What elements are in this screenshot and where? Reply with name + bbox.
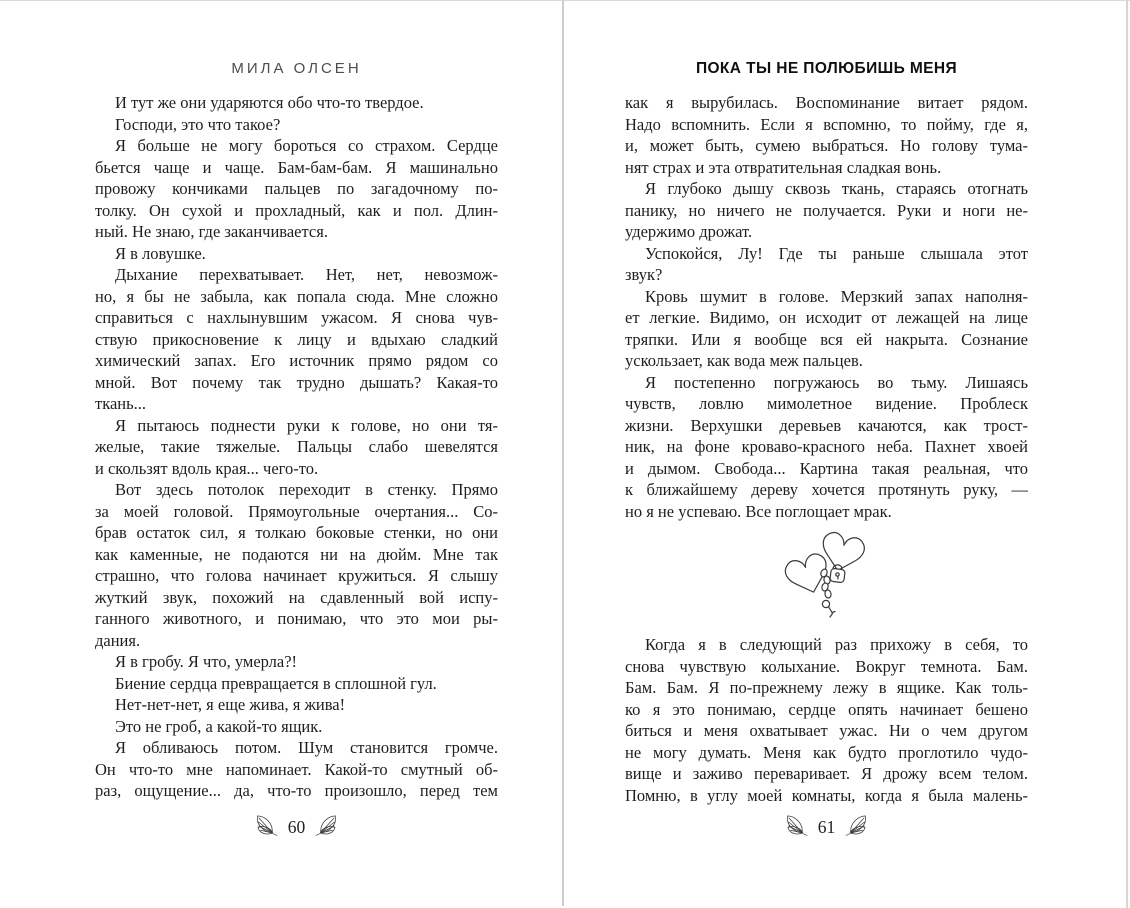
text-line: Успокойся, Лу! Где ты раньше слышала этот	[645, 243, 1028, 263]
butterfly-left-icon	[781, 812, 808, 841]
book-gutter-line	[562, 0, 564, 906]
paragraph	[95, 92, 498, 114]
text-line: ко я это понимаю, сердце опять начинает бешено	[625, 699, 1028, 719]
text-line: Я больше не могу бороться со страхом. Сердце	[115, 136, 498, 155]
paragraph	[95, 716, 498, 738]
text-line: дания.	[95, 630, 141, 650]
text-line: ный. Не знаю, где заканчивается.	[95, 222, 328, 241]
paragraph	[95, 673, 498, 695]
paragraph	[625, 178, 1028, 243]
text-line: жуткий звук, похожий на сдавленный вой испу-	[95, 587, 498, 607]
text-line: и скользят вдоль края... чего-то.	[95, 458, 319, 478]
text-line: вище и заживо переваривает. Я дрожу всем телом.	[625, 764, 1028, 783]
text-line: панику, но ничего не получается. Руки и ноги не-	[625, 200, 1028, 220]
text-line: но, я бы не забыла, как попала сюда. Мне сложно	[95, 286, 498, 306]
text-line: Вот здесь потолок переходит в стенку. Прямо	[115, 480, 498, 499]
paragraph	[625, 372, 1028, 523]
text-line: страшно, что голова начинает кружиться. Я слышу	[95, 566, 498, 585]
text-line: ганного животного, и понимаю, что это мои ры-	[95, 609, 498, 628]
text-line: ствую прикосновение к лицу и вдыхаю сладкий	[95, 329, 498, 349]
paragraph	[625, 92, 1028, 178]
text-line: чувств, ловлю мимолетное видение. Проблеск	[625, 394, 1028, 413]
page-number: 61	[817, 816, 836, 837]
text-line: Кровь шумит в голове. Мерзкий запах наполня-	[645, 286, 1028, 306]
butterfly-left-icon	[251, 812, 278, 841]
text-line: как я вырубилась. Воспоминание витает рядом.	[625, 93, 1028, 112]
text-line: брав остаток сил, я толкаю боковые стенки, но они	[95, 523, 498, 542]
page-footer	[95, 812, 498, 841]
text-line: Господи, это что такое?	[115, 114, 281, 134]
butterfly-right-icon	[315, 812, 342, 841]
page-body-text	[95, 92, 498, 802]
page-body-text	[625, 92, 1028, 806]
text-line: нят страх и эта отвратительная сладкая вонь.	[625, 157, 942, 177]
paragraph	[625, 243, 1028, 286]
text-line: Биение сердца превращается в сплошной гул.	[115, 673, 437, 693]
text-line: за моей головой. Прямоугольные очертания... Со-	[95, 501, 498, 521]
text-line: жизни. Верхушки деревьев качаются, как трост-	[625, 415, 1028, 435]
paragraph	[95, 415, 498, 480]
text-line: Я пытаюсь поднести руки к голове, но они тя-	[115, 415, 498, 435]
text-line: удержимо дрожат.	[625, 222, 753, 241]
paragraph	[95, 694, 498, 716]
paragraph	[625, 286, 1028, 372]
text-line: Надо вспомнить. Если я вспомню, то пойму, где я,	[625, 114, 1028, 134]
text-line: Бам. Бам. Я по-прежнему лежу в ящике. Как толь-	[625, 678, 1028, 697]
text-line: Помню, в углу моей комнаты, когда я была малень-	[625, 785, 1028, 805]
text-line: провожу кончиками пальцев по загадочному по-	[95, 179, 498, 198]
text-line: Он что-то мне напоминает. Какой-то смутный об-	[95, 759, 498, 779]
text-line: к ближайшему дереву хочется протянуть руку, —	[625, 480, 1028, 499]
text-line: снова чувствую колыхание. Вокруг темнота. Бам.	[625, 656, 1028, 676]
text-line: Я глубоко дышу сквозь ткань, стараясь отогнать	[645, 179, 1028, 198]
text-line: ткань...	[95, 394, 147, 413]
text-line: раз, ощущение... да, что-то произошло, перед тем	[95, 781, 498, 800]
text-line: Когда я в следующий раз прихожу в себя, то	[645, 635, 1028, 654]
text-line: Это не гроб, а какой-то ящик.	[115, 716, 323, 736]
text-line: мной. Вот почему так трудно дышать? Какая-то	[95, 372, 498, 392]
text-line: справиться с нахлынувшим ужасом. Я снова чув-	[95, 308, 498, 327]
text-line: не могу думать. Меня как будто проглотило чудо-	[625, 742, 1028, 762]
text-line: ет легкие. Видимо, он исходит от лежащей на лице	[625, 308, 1028, 327]
page-number: 60	[287, 816, 306, 837]
top-edge-line	[0, 0, 1130, 1]
text-line: Нет-нет-нет, я еще жива, я жива!	[115, 695, 346, 714]
running-header-book-title: ПОКА ТЫ НЕ ПОЛЮБИШЬ МЕНЯ	[695, 60, 958, 77]
text-line: ник, на фоне кроваво-красного неба. Пахнет хвоей	[625, 437, 1028, 456]
text-line: ускользает, как вода меж пальцев.	[625, 351, 863, 370]
text-line: звук?	[625, 265, 663, 284]
page-right-edge-line	[1126, 0, 1128, 908]
text-line: Дыхание перехватывает. Нет, нет, невозмож-	[115, 265, 498, 284]
text-line: И тут же они ударяются обо что-то твердое.	[115, 93, 424, 112]
book-page-right	[625, 60, 1028, 837]
paragraph	[95, 737, 498, 802]
text-line: но я не успеваю. Все поглощает мрак.	[625, 501, 892, 521]
hearts-chain-padlock-icon	[779, 522, 875, 628]
paragraph	[95, 114, 498, 136]
text-line: и дымом. Свобода... Картина такая реальная, что	[625, 458, 1028, 478]
text-line: Я постепенно погружаюсь во тьму. Лишаясь	[645, 372, 1028, 392]
book-page-left	[95, 60, 498, 837]
text-line: Я обливаюсь потом. Шум становится громче.	[115, 738, 498, 757]
paragraph	[625, 634, 1028, 806]
text-line: химический запах. Его источник прямо рядом со	[95, 351, 498, 370]
text-line: как каменные, не подаются ни на дюйм. Мне так	[95, 544, 498, 564]
text-line: биться и меня охватывает ужас. Ни о чем другом	[625, 721, 1028, 740]
text-line: и, может быть, сумею выбраться. Но голову тума-	[625, 136, 1028, 155]
running-header-author: МИЛА ОЛСЕН	[231, 60, 362, 77]
paragraph	[95, 264, 498, 415]
paragraph	[95, 479, 498, 651]
page-footer	[625, 812, 1028, 841]
paragraph	[95, 243, 498, 265]
butterfly-right-icon	[845, 812, 872, 841]
text-line: Я в ловушке.	[115, 243, 206, 263]
paragraph	[95, 651, 498, 673]
text-line: толку. Он сухой и прохладный, как и пол. Длин-	[95, 200, 498, 220]
text-line: желые, такие тяжелые. Пальцы слабо шевелятся	[95, 437, 498, 456]
text-line: тряпки. Или я вообще вся ей накрыта. Сознание	[625, 329, 1028, 349]
text-line: бьется чаще и чаще. Бам-бам-бам. Я машинально	[95, 157, 498, 177]
text-line: Я в гробу. Я что, умерла?!	[115, 652, 298, 671]
scene-break-ornament	[625, 525, 1028, 625]
paragraph	[95, 135, 498, 243]
